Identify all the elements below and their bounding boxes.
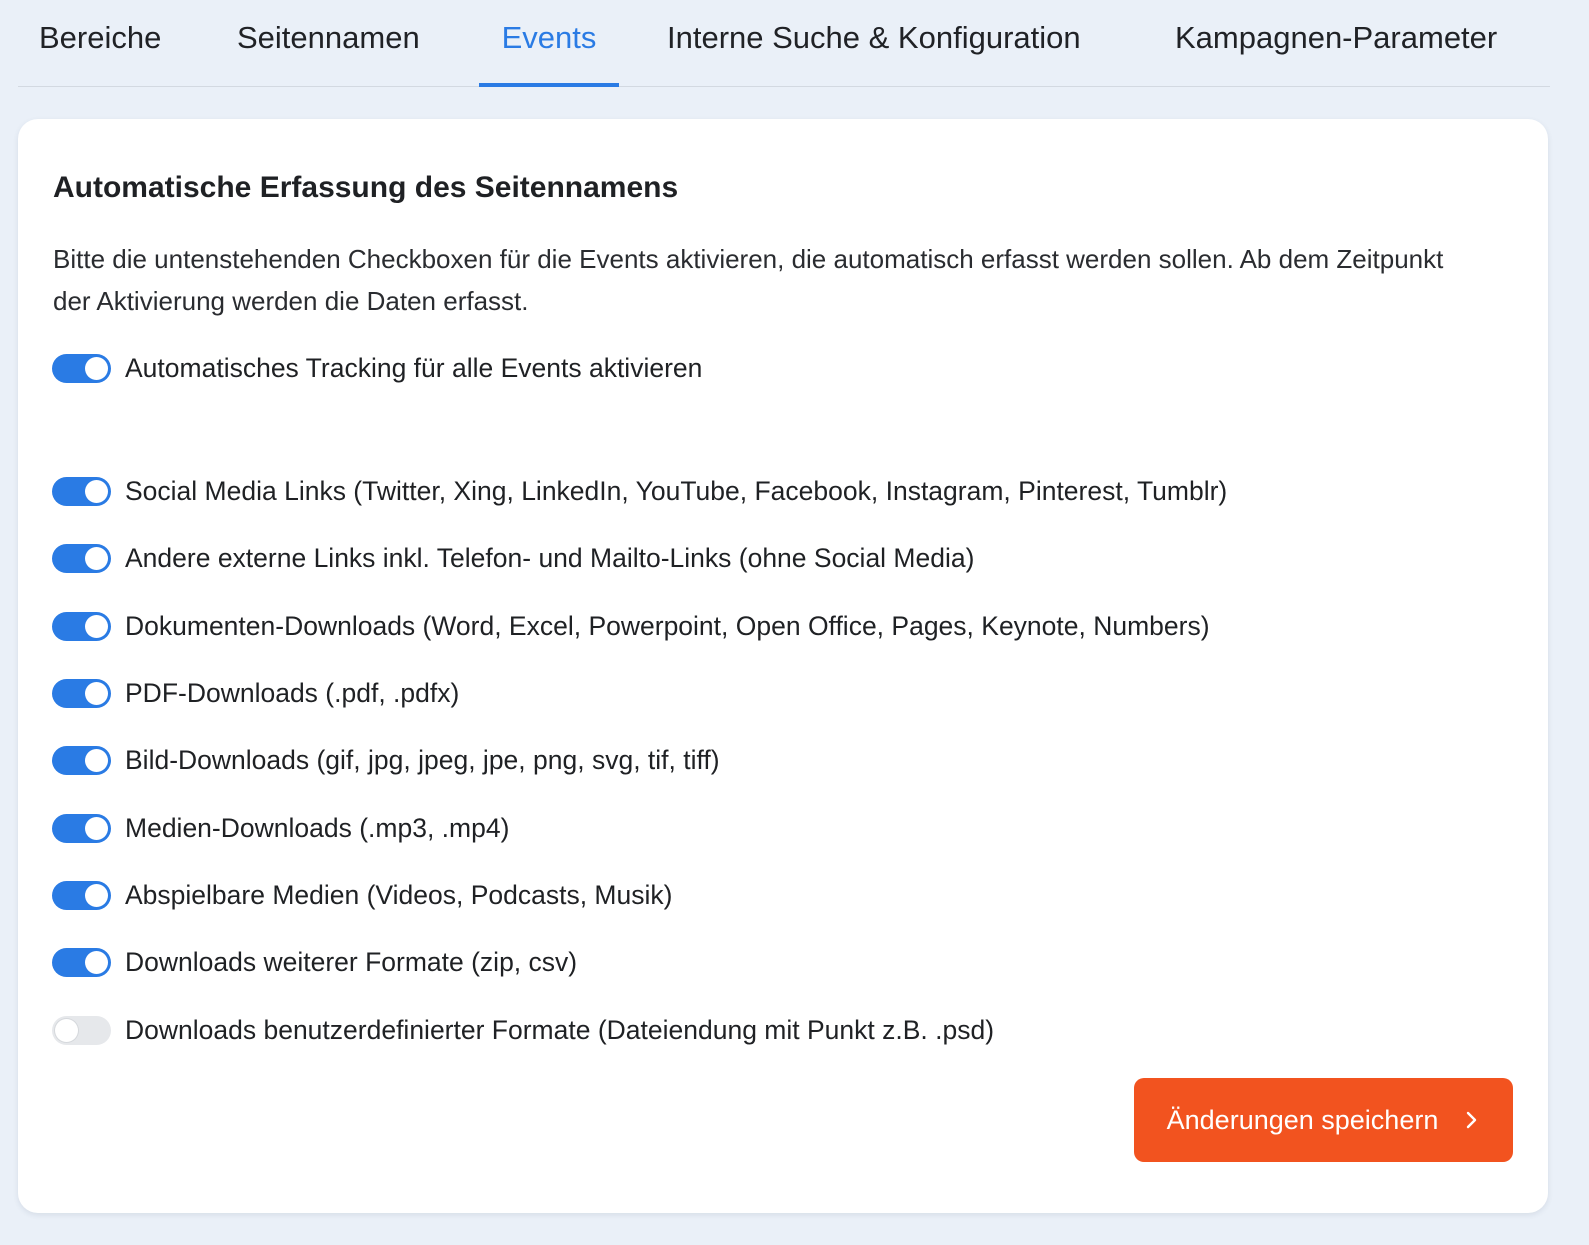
toggle-switch[interactable] xyxy=(52,612,111,641)
switch-knob xyxy=(85,480,108,503)
card-title: Automatische Erfassung des Seitennamens xyxy=(53,171,679,204)
toggle-row-pdf-downloads xyxy=(52,675,459,711)
switch-knob xyxy=(85,615,108,638)
toggle-switch[interactable] xyxy=(52,477,111,506)
chevron-right-icon xyxy=(1464,1108,1480,1132)
tab-label: Bereiche xyxy=(39,20,162,55)
switch-knob xyxy=(85,357,108,380)
toggle-row-social-media xyxy=(52,473,1227,509)
tab-label: Interne Suche & Konfiguration xyxy=(667,20,1081,55)
settings-card xyxy=(18,119,1548,1213)
tab-label: Kampagnen-Parameter xyxy=(1175,20,1498,55)
master-toggle-label: Automatisches Tracking für alle Events aktivieren xyxy=(125,352,703,383)
toggle-switch[interactable] xyxy=(52,679,111,708)
tab-bar xyxy=(18,0,1550,87)
tab-label: Events xyxy=(501,20,597,55)
toggle-label: PDF-Downloads (.pdf, .pdfx) xyxy=(125,677,460,708)
save-changes-button[interactable] xyxy=(1134,1078,1513,1162)
switch-knob xyxy=(85,951,108,974)
switch-knob xyxy=(85,884,108,907)
tab-label: Seitennamen xyxy=(237,20,420,55)
toggle-switch[interactable] xyxy=(52,1016,111,1045)
switch-knob xyxy=(85,749,108,772)
save-button-label: Änderungen speichern xyxy=(1166,1104,1439,1135)
toggle-switch[interactable] xyxy=(52,814,111,843)
switch-knob xyxy=(85,682,108,705)
tab-kampagnen-parameter[interactable] xyxy=(1175,0,1497,86)
master-toggle-switch[interactable] xyxy=(52,354,111,383)
switch-knob xyxy=(85,817,108,840)
toggle-label: Bild-Downloads (gif, jpg, jpeg, jpe, png, svg, tif, tiff) xyxy=(125,744,720,775)
switch-knob xyxy=(55,1019,78,1042)
toggle-row-media-downloads xyxy=(52,810,509,846)
toggle-label: Social Media Links (Twitter, Xing, LinkedIn, YouTube, Facebook, Instagram, Pinterest, Tumblr) xyxy=(125,475,1228,506)
toggle-row-external-links xyxy=(52,540,974,576)
toggle-label: Dokumenten-Downloads (Word, Excel, Powerpoint, Open Office, Pages, Keynote, Numbers) xyxy=(125,610,1210,641)
toggle-row-playable-media xyxy=(52,877,672,913)
tab-events[interactable] xyxy=(479,0,619,86)
toggle-switch[interactable] xyxy=(52,881,111,910)
card-description: Bitte die untenstehenden Checkboxen für die Events aktivieren, die automatisch erfasst werden sollen. Ab dem Zeitpunkt der Aktivierung werden die Daten erfasst. xyxy=(53,244,1444,316)
toggle-row-document-downloads xyxy=(52,608,1210,644)
toggle-row-other-formats xyxy=(52,944,577,980)
toggle-switch[interactable] xyxy=(52,746,111,775)
tab-seitennamen[interactable] xyxy=(237,0,420,86)
master-toggle-row xyxy=(52,350,702,386)
toggle-row-image-downloads xyxy=(52,742,720,778)
tab-interne-suche[interactable] xyxy=(667,0,1081,86)
switch-knob xyxy=(85,547,108,570)
tab-bereiche[interactable] xyxy=(39,0,161,86)
toggle-label: Medien-Downloads (.mp3, .mp4) xyxy=(125,812,510,843)
toggle-label: Andere externe Links inkl. Telefon- und Mailto-Links (ohne Social Media) xyxy=(125,542,975,573)
toggle-switch[interactable] xyxy=(52,544,111,573)
active-tab-indicator xyxy=(479,83,619,87)
toggle-row-custom-formats xyxy=(52,1012,994,1048)
toggle-label: Downloads benutzerdefinierter Formate (Dateiendung mit Punkt z.B. .psd) xyxy=(125,1014,995,1045)
toggle-label: Downloads weiterer Formate (zip, csv) xyxy=(125,946,578,977)
toggle-label: Abspielbare Medien (Videos, Podcasts, Musik) xyxy=(125,879,673,910)
toggle-switch[interactable] xyxy=(52,948,111,977)
